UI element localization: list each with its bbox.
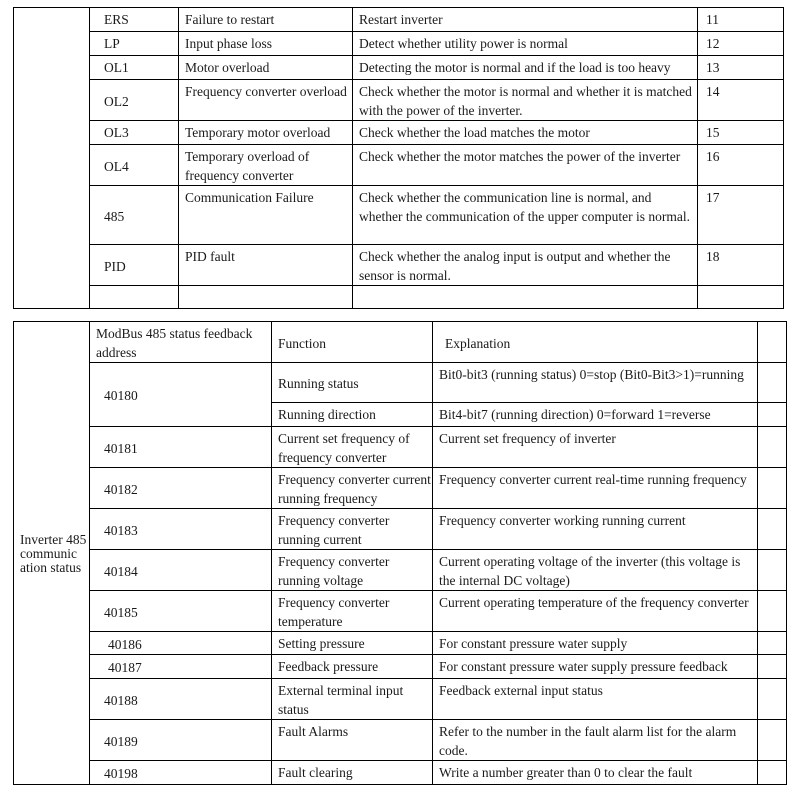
blank-cell bbox=[758, 720, 787, 761]
blank-cell bbox=[758, 322, 787, 363]
fault-name: Failure to restart bbox=[179, 8, 353, 32]
explanation-cell: Refer to the number in the fault alarm list for the alarm code. bbox=[433, 720, 758, 761]
blank-cell bbox=[758, 403, 787, 427]
explanation-cell: Current set frequency of inverter bbox=[433, 427, 758, 468]
modbus-address: 40189 bbox=[90, 720, 272, 761]
table-row bbox=[14, 655, 787, 679]
fault-number: 15 bbox=[698, 121, 784, 145]
explanation-header: Explanation bbox=[433, 322, 758, 363]
function-cell: Running direction bbox=[272, 403, 433, 427]
function-cell: Fault Alarms bbox=[272, 720, 433, 761]
function-header: Function bbox=[272, 322, 433, 363]
fault-number: 14 bbox=[698, 80, 784, 121]
fault-solution: Check whether the motor is normal and whether it is matched with the power of the inverter. bbox=[353, 80, 698, 121]
explanation-cell: Current operating temperature of the frequency converter bbox=[433, 591, 758, 632]
table-row bbox=[14, 761, 787, 785]
function-cell: Fault clearing bbox=[272, 761, 433, 785]
blank-cell bbox=[758, 632, 787, 655]
fault-number: 12 bbox=[698, 32, 784, 56]
explanation-cell: Current operating voltage of the inverter (this voltage is the internal DC voltage) bbox=[433, 550, 758, 591]
status-feedback-table bbox=[13, 321, 787, 785]
fault-number: 18 bbox=[698, 245, 784, 286]
fault-name: Motor overload bbox=[179, 56, 353, 80]
table-row bbox=[14, 32, 787, 56]
fault-code: OL1 bbox=[90, 56, 179, 80]
function-cell: Setting pressure bbox=[272, 632, 433, 655]
address-header: ModBus 485 status feedback address bbox=[90, 322, 272, 363]
table-row bbox=[14, 591, 787, 632]
function-cell: Current set frequency of frequency converter bbox=[272, 427, 433, 468]
blank-cell bbox=[179, 286, 353, 309]
table-header-row bbox=[14, 322, 787, 363]
modbus-address: 40185 bbox=[90, 591, 272, 632]
fault-number: 16 bbox=[698, 145, 784, 186]
modbus-address: 40198 bbox=[90, 761, 272, 785]
function-cell: Feedback pressure bbox=[272, 655, 433, 679]
function-cell: Frequency converter running voltage bbox=[272, 550, 433, 591]
blank-cell bbox=[698, 286, 784, 309]
function-cell: Running status bbox=[272, 363, 433, 403]
blank-cell bbox=[758, 679, 787, 720]
fault-solution: Check whether the load matches the motor bbox=[353, 121, 698, 145]
table-row bbox=[14, 720, 787, 761]
table-row bbox=[14, 121, 787, 145]
modbus-address: 40187 bbox=[90, 655, 272, 679]
blank-cell bbox=[90, 286, 179, 309]
explanation-cell: Bit0-bit3 (running status) 0=stop (Bit0-Bit3>1)=running bbox=[433, 363, 758, 403]
modbus-address: 40188 bbox=[90, 679, 272, 720]
blank-cell bbox=[758, 427, 787, 468]
fault-solution: Check whether the communication line is normal, and whether the communication of the upper computer is normal. bbox=[353, 186, 698, 245]
blank-cell bbox=[758, 550, 787, 591]
section-label: Inverter 485 communic ation status bbox=[14, 322, 90, 785]
fault-code: OL2 bbox=[90, 80, 179, 121]
table-row bbox=[14, 550, 787, 591]
fault-name: Input phase loss bbox=[179, 32, 353, 56]
table-row bbox=[14, 145, 787, 186]
table-row bbox=[14, 80, 787, 121]
function-cell: Frequency converter temperature bbox=[272, 591, 433, 632]
blank-cell bbox=[14, 8, 90, 309]
explanation-cell: Write a number greater than 0 to clear the fault bbox=[433, 761, 758, 785]
function-cell: Frequency converter current running frequency bbox=[272, 468, 433, 509]
fault-solution: Detect whether utility power is normal bbox=[353, 32, 698, 56]
table-row bbox=[14, 363, 787, 403]
blank-cell bbox=[758, 363, 787, 403]
fault-name: Temporary motor overload bbox=[179, 121, 353, 145]
fault-number: 13 bbox=[698, 56, 784, 80]
table-row bbox=[14, 8, 787, 32]
fault-code: ERS bbox=[90, 8, 179, 32]
blank-cell bbox=[758, 761, 787, 785]
table-row bbox=[14, 679, 787, 720]
fault-number: 17 bbox=[698, 186, 784, 245]
table-row bbox=[14, 245, 787, 286]
modbus-address: 40181 bbox=[90, 427, 272, 468]
table-row bbox=[14, 509, 787, 550]
fault-name: Communication Failure bbox=[179, 186, 353, 245]
blank-cell bbox=[758, 509, 787, 550]
table-row bbox=[14, 286, 787, 309]
function-cell: Frequency converter running current bbox=[272, 509, 433, 550]
modbus-address: 40182 bbox=[90, 468, 272, 509]
explanation-cell: Bit4-bit7 (running direction) 0=forward 1=reverse bbox=[433, 403, 758, 427]
explanation-cell: Feedback external input status bbox=[433, 679, 758, 720]
explanation-cell: Frequency converter current real-time running frequency bbox=[433, 468, 758, 509]
blank-cell bbox=[758, 468, 787, 509]
fault-name: Temporary overload of frequency converter bbox=[179, 145, 353, 186]
explanation-cell: Frequency converter working running current bbox=[433, 509, 758, 550]
function-cell: External terminal input status bbox=[272, 679, 433, 720]
table-row bbox=[14, 468, 787, 509]
fault-code: OL4 bbox=[90, 145, 179, 186]
table-row bbox=[14, 632, 787, 655]
fault-solution: Check whether the motor matches the power of the inverter bbox=[353, 145, 698, 186]
modbus-address: 40180 bbox=[90, 363, 272, 427]
fault-name: Frequency converter overload bbox=[179, 80, 353, 121]
table-row bbox=[14, 186, 787, 245]
fault-solution: Restart inverter bbox=[353, 8, 698, 32]
explanation-cell: For constant pressure water supply bbox=[433, 632, 758, 655]
fault-code: PID bbox=[90, 245, 179, 286]
modbus-address: 40186 bbox=[90, 632, 272, 655]
table-row bbox=[14, 56, 787, 80]
fault-code: OL3 bbox=[90, 121, 179, 145]
table-row bbox=[14, 427, 787, 468]
modbus-address: 40183 bbox=[90, 509, 272, 550]
blank-cell bbox=[758, 591, 787, 632]
blank-cell bbox=[758, 655, 787, 679]
fault-solution: Detecting the motor is normal and if the load is too heavy bbox=[353, 56, 698, 80]
fault-code: LP bbox=[90, 32, 179, 56]
blank-cell bbox=[784, 8, 787, 309]
fault-code-table bbox=[13, 7, 787, 309]
explanation-cell: For constant pressure water supply pressure feedback bbox=[433, 655, 758, 679]
blank-cell bbox=[353, 286, 698, 309]
fault-solution: Check whether the analog input is output and whether the sensor is normal. bbox=[353, 245, 698, 286]
fault-number: 11 bbox=[698, 8, 784, 32]
fault-name: PID fault bbox=[179, 245, 353, 286]
fault-code: 485 bbox=[90, 186, 179, 245]
modbus-address: 40184 bbox=[90, 550, 272, 591]
